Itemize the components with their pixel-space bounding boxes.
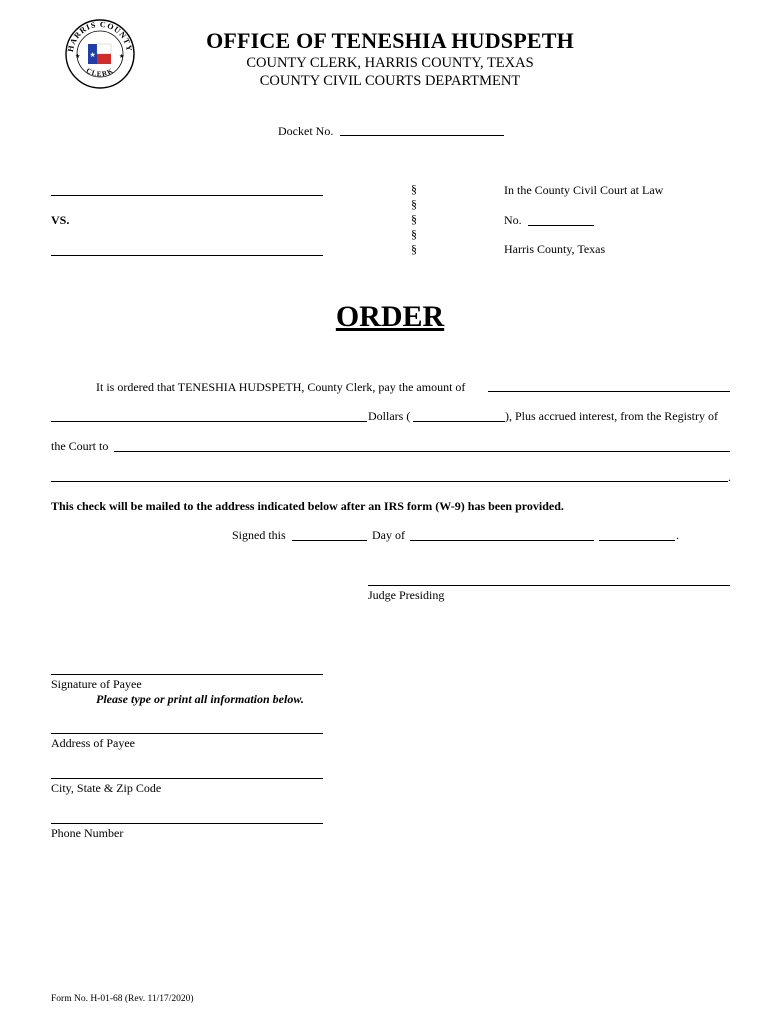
docket-label: Docket No. bbox=[278, 124, 334, 138]
signed-period: . bbox=[676, 528, 679, 542]
court-name: In the County Civil Court at Law bbox=[504, 183, 664, 197]
payee-phone-label: Phone Number bbox=[51, 826, 124, 840]
dollars-label: Dollars ( bbox=[368, 409, 411, 423]
mailed-notice: This check will be mailed to the address indicated below after an IRS form (W-9) has been provided. bbox=[51, 499, 564, 513]
svg-text:★: ★ bbox=[89, 51, 96, 59]
court-to-label: the Court to bbox=[51, 439, 109, 453]
dollars-amount-field[interactable] bbox=[413, 421, 505, 422]
payee-address-label: Address of Payee bbox=[51, 736, 135, 750]
ordered-text: It is ordered that TENESHIA HUDSPETH, County Clerk, pay the amount of bbox=[96, 380, 466, 394]
amount-written-field[interactable] bbox=[488, 391, 730, 392]
payee-instructions: Please type or print all information below. bbox=[96, 692, 304, 706]
svg-text:CLERK: CLERK bbox=[84, 66, 116, 79]
office-subtitle-department: COUNTY CIVIL COURTS DEPARTMENT bbox=[259, 73, 521, 89]
payee-period: . bbox=[728, 470, 731, 484]
payee-signature-label: Signature of Payee bbox=[51, 677, 142, 691]
payee-continued-field[interactable] bbox=[51, 481, 728, 482]
signed-day-field[interactable] bbox=[292, 540, 367, 541]
signed-this-label: Signed this bbox=[232, 528, 286, 542]
court-no-label: No. bbox=[504, 213, 522, 227]
county-clerk-seal bbox=[64, 18, 136, 90]
svg-text:HARRIS COUNTY: HARRIS COUNTY bbox=[65, 19, 135, 53]
order-heading: ORDER bbox=[335, 300, 445, 333]
judge-signature-field[interactable] bbox=[368, 585, 730, 586]
signed-year-field[interactable] bbox=[599, 540, 675, 541]
signed-month-field[interactable] bbox=[410, 540, 594, 541]
judge-presiding-label: Judge Presiding bbox=[368, 588, 445, 602]
court-county: Harris County, Texas bbox=[504, 242, 606, 256]
office-title: OFFICE OF TENESHIA HUDSPETH bbox=[206, 28, 574, 53]
svg-text:★: ★ bbox=[119, 54, 125, 60]
payee-city-field[interactable] bbox=[51, 778, 323, 779]
defendant-field[interactable] bbox=[51, 255, 323, 256]
payee-city-label: City, State & Zip Code bbox=[51, 781, 162, 795]
docket-number-field[interactable] bbox=[340, 135, 504, 136]
payee-address-field[interactable] bbox=[51, 733, 323, 734]
svg-text:★: ★ bbox=[75, 54, 81, 60]
section-symbol-column: § § § § § bbox=[411, 182, 417, 256]
plaintiff-field[interactable] bbox=[51, 195, 323, 196]
day-of-label: Day of bbox=[372, 528, 405, 542]
vs-label: VS. bbox=[51, 213, 70, 227]
payee-name-field[interactable] bbox=[114, 451, 730, 452]
payee-phone-field[interactable] bbox=[51, 823, 323, 824]
form-number-footer: Form No. H-01-68 (Rev. 11/17/2020) bbox=[51, 994, 194, 1004]
plus-interest-text: ), Plus accrued interest, from the Registry of bbox=[505, 409, 718, 423]
office-subtitle-county: COUNTY CLERK, HARRIS COUNTY, TEXAS bbox=[246, 55, 534, 71]
amount-words-field[interactable] bbox=[51, 421, 367, 422]
court-number-field[interactable] bbox=[528, 225, 594, 226]
payee-signature-field[interactable] bbox=[51, 674, 323, 675]
